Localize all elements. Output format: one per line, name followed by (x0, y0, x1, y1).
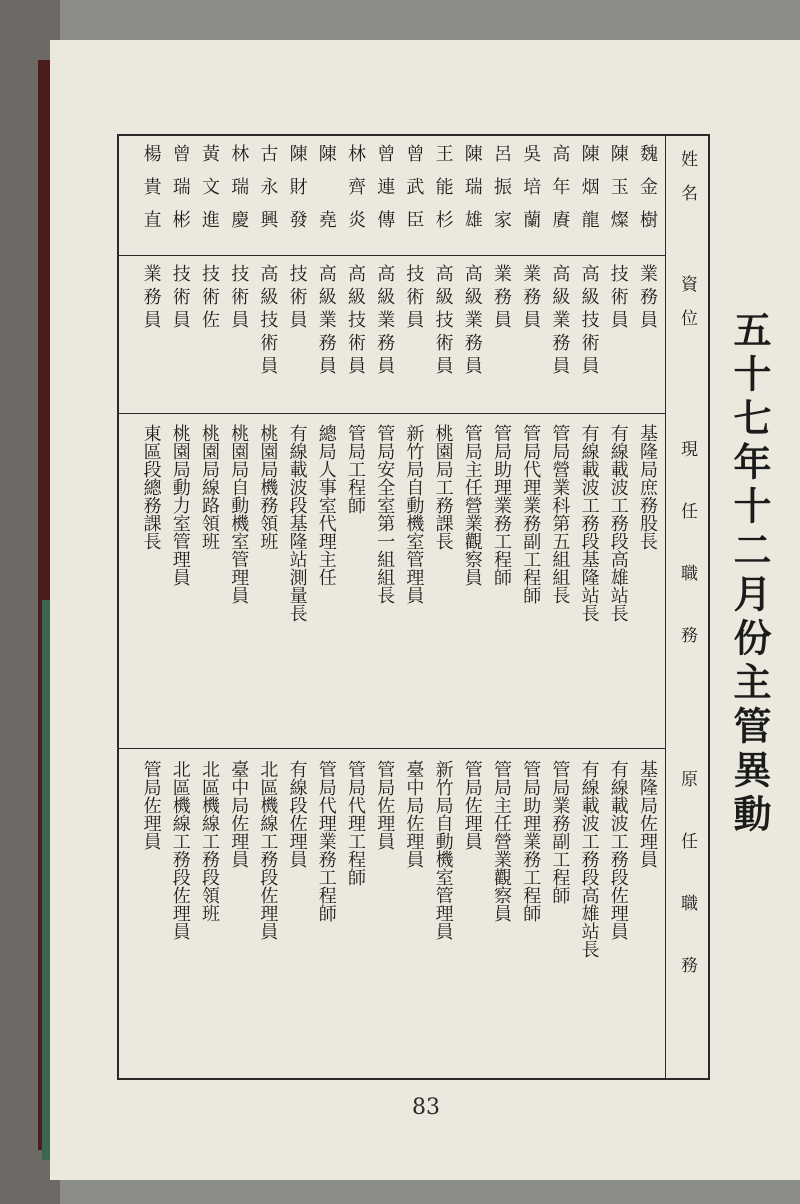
cell-current: 桃園局機務領班 (257, 424, 279, 550)
cell-name: 吳培蘭 (520, 144, 542, 243)
cell-name: 呂振家 (491, 144, 512, 243)
cell-previous: 北區機線工務段領班 (199, 760, 220, 922)
cell-current: 桃園局自動機室管理員 (228, 424, 250, 604)
cell-previous: 管局主任營業觀察員 (491, 760, 512, 922)
cell-rank: 技術員 (169, 264, 191, 333)
cell-previous: 管局佐理員 (374, 760, 396, 850)
cell-name: 曾武臣 (403, 144, 425, 243)
cell-previous: 北區機線工務段佐理員 (257, 760, 279, 940)
cell-current: 管局營業科第五組組長 (549, 424, 571, 604)
cell-previous: 北區機線工務段佐理員 (169, 760, 191, 940)
row-divider-rank (117, 413, 665, 414)
cell-name: 古永興 (257, 144, 279, 243)
cell-name: 曾連傳 (374, 144, 396, 243)
cell-current: 有線載波工務段高雄站長 (607, 424, 629, 622)
cell-rank: 高級業務員 (549, 264, 571, 379)
cell-rank: 高級技術員 (578, 264, 600, 379)
cell-previous: 有線載波工務段高雄站長 (578, 760, 600, 958)
cell-name: 陳瑞雄 (461, 144, 483, 243)
cell-current: 管局主任營業觀察員 (461, 424, 483, 586)
header-name: 姓 名 (677, 150, 697, 201)
cell-current: 東區段總務課長 (140, 424, 162, 550)
cell-previous: 管局代理業務工程師 (315, 760, 337, 922)
row-divider-current (117, 748, 665, 749)
cell-current: 桃園局線路領班 (199, 424, 220, 550)
cell-rank: 技術員 (403, 264, 425, 333)
cell-rank: 技術員 (607, 264, 629, 333)
cell-rank: 高級技術員 (345, 264, 366, 379)
header-previous: 原 任 職 務 (677, 770, 697, 987)
cell-name: 楊貴直 (140, 144, 162, 243)
cell-current: 管局代理業務副工程師 (520, 424, 542, 604)
book-cover-edge-green (42, 600, 50, 1160)
header-rank: 資 位 (677, 275, 697, 326)
cell-current: 桃園局工務課長 (432, 424, 454, 550)
cell-current: 桃園局動力室管理員 (169, 424, 191, 586)
cell-previous: 臺中局佐理員 (228, 760, 250, 868)
cell-current: 總局人事室代理主任 (315, 424, 337, 586)
cell-current: 有線載波工務段基隆站長 (578, 424, 600, 622)
cell-previous: 有線載波工務段佐理員 (607, 760, 629, 940)
cell-current: 新竹局自動機室管理員 (403, 424, 425, 604)
header-current: 現 任 職 務 (677, 440, 697, 657)
cell-current: 管局助理業務工程師 (491, 424, 512, 586)
cell-rank: 高級業務員 (374, 264, 396, 379)
cell-rank: 技術佐 (199, 264, 220, 333)
cell-previous: 管局助理業務工程師 (520, 760, 542, 922)
cell-rank: 業務員 (491, 264, 512, 333)
cell-name: 魏金樹 (637, 144, 658, 243)
page-title: 五十七年十二月份主管異動 (727, 310, 772, 838)
cell-previous: 管局佐理員 (461, 760, 483, 850)
cell-previous: 基隆局佐理員 (637, 760, 658, 868)
cell-previous: 臺中局佐理員 (403, 760, 425, 868)
cell-name: 曾瑞彬 (169, 144, 191, 243)
cell-name: 陳烟龍 (578, 144, 600, 243)
cell-name: 陳 堯 (315, 144, 337, 243)
cell-previous: 新竹局自動機室管理員 (432, 760, 454, 940)
cell-rank: 高級業務員 (315, 264, 337, 379)
header-divider (665, 134, 666, 1080)
cell-name: 陳玉燦 (607, 144, 629, 243)
cell-rank: 業務員 (520, 264, 542, 333)
cell-rank: 高級技術員 (257, 264, 279, 379)
cell-previous: 管局業務副工程師 (549, 760, 571, 904)
cell-current: 基隆局庶務股長 (637, 424, 658, 550)
cell-name: 陳財發 (286, 144, 308, 243)
cell-rank: 業務員 (140, 264, 162, 333)
cell-name: 林齊炎 (345, 144, 366, 243)
cell-current: 有線載波段基隆站測量長 (286, 424, 308, 622)
cell-name: 黃文進 (199, 144, 220, 243)
cell-rank: 技術員 (286, 264, 308, 333)
cell-previous: 管局佐理員 (140, 760, 162, 850)
cell-rank: 業務員 (637, 264, 658, 333)
cell-rank: 高級技術員 (432, 264, 454, 379)
row-divider-name (117, 255, 665, 256)
cell-current: 管局安全室第一組組長 (374, 424, 396, 604)
cell-name: 林瑞慶 (228, 144, 250, 243)
cell-previous: 有線段佐理員 (286, 760, 308, 868)
cell-name: 高年賡 (549, 144, 571, 243)
cell-rank: 技術員 (228, 264, 250, 333)
cell-rank: 高級業務員 (461, 264, 483, 379)
page-number: 83 (412, 1095, 440, 1120)
cell-previous: 管局代理工程師 (345, 760, 366, 886)
cell-name: 王能杉 (432, 144, 454, 243)
cell-current: 管局工程師 (345, 424, 366, 514)
